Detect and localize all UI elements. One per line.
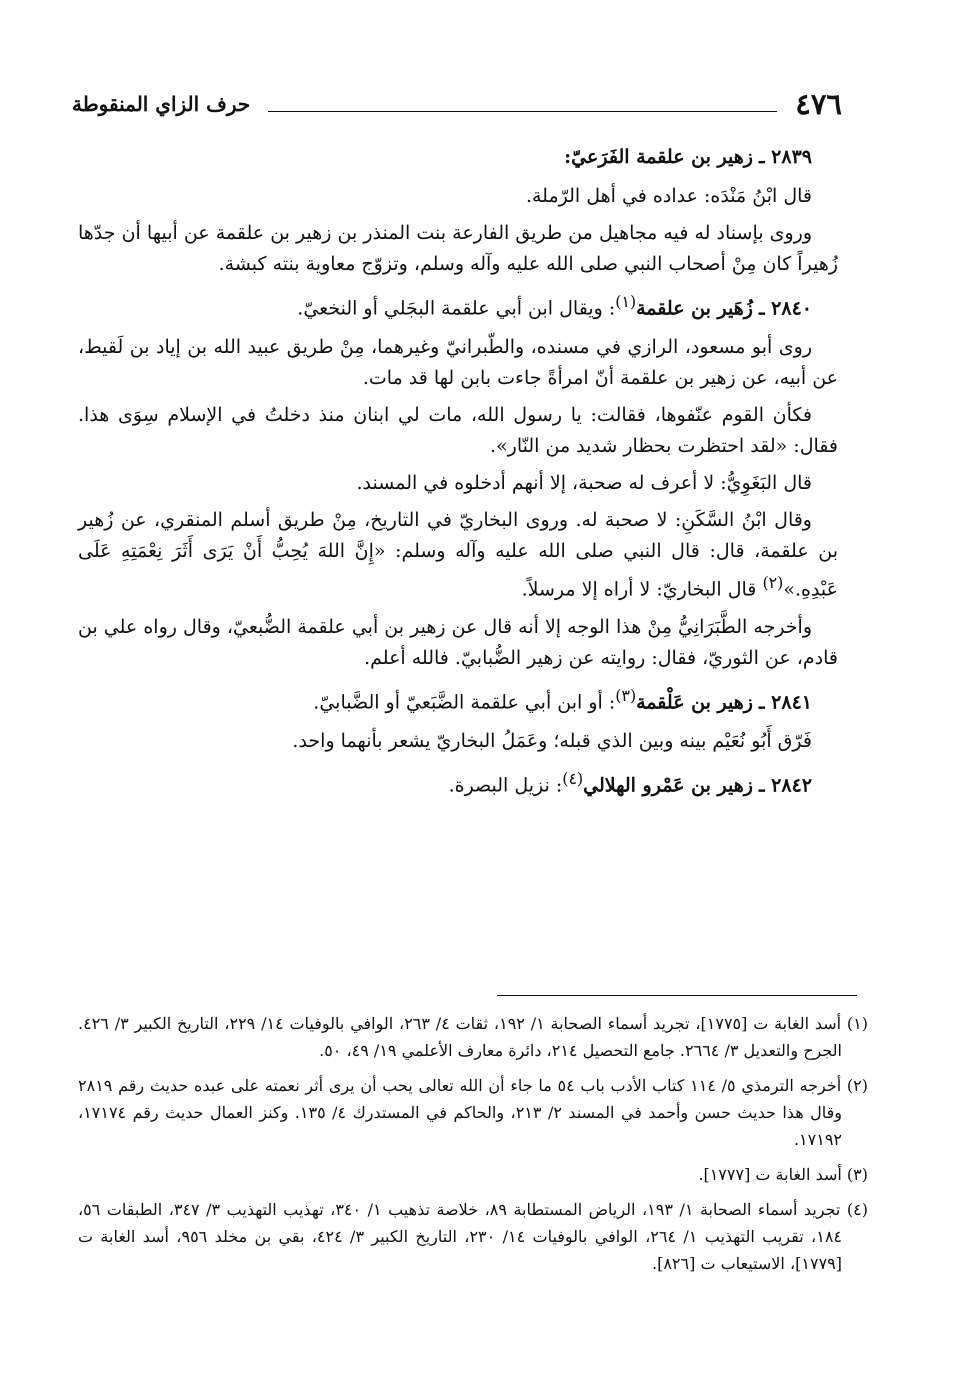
paragraph-text: .	[490, 435, 497, 458]
entry-name: زهير بن عَمْرو الهلالي	[583, 774, 753, 797]
entry-name: زُهَير بن علقمة	[636, 297, 753, 320]
footnote: (١) أسد الغابة ت [١٧٧٥]، تجريد أسماء الصحابة ١/ ١٩٢، ثقات ٤/ ٢٦٣، الوافي بالوفيات ١٤/ ٢٢٩، التاريخ الكبير ٣/ ٤٢٦. الجرح والتعديل ٣/ ٢٦٦٤. جامع التحصيل ٢١٤، دائرة معارف الأعلمي ١٩/ ٤٩، ٥٠.	[78, 1014, 869, 1060]
entry-name: زهير بن عَلْقمة	[636, 690, 753, 713]
footnote: (٢) أخرجه الترمذي ٥/ ١١٤ كتاب الأدب باب ٥٤ ما جاء أن الله تعالى يحب أن يرى أثر نعمته على عبده حديث رقم ٢٨١٩ وقال هذا حديث حسن وأحمد في المسند ٢/ ٢١٣، والحاكم في المستدرك ٤/ ١٣٥. وكنز العمال حديث رقم ١٧١٧٤، ١٧١٩٢.	[78, 1076, 869, 1149]
entry-description: : أو ابن أبي علقمة الضَّبَعيّ أو الضَّبابيّ.	[313, 690, 616, 713]
entry-number: ٢٨٤٠ ـ	[758, 297, 812, 320]
running-title: حرف الزاي المنقوطة	[72, 92, 251, 116]
footnote-rule	[497, 995, 857, 996]
paragraph-text: وقال ابْنُ السَّكَنِ: لا صحبة له. وروى البخاريّ في التاريخ، مِنْ طريق أسلم المنقري، عن زُهير بن علقمة، قال: قال النبي صلى الله عليه وآله وسلم:	[78, 509, 838, 563]
paragraph: قال ابْنُ مَنْدَه: عداده في أهل الرّملة.	[525, 185, 812, 207]
footnote-ref[interactable]: (٢)	[762, 573, 784, 593]
entry-2842	[78, 763, 838, 801]
footnote: (٣) أسد الغابة ت [١٧٧٧].	[698, 1165, 868, 1184]
footnote-ref[interactable]: (١)	[615, 292, 637, 311]
entry-2840	[78, 286, 838, 324]
page-header	[72, 82, 842, 126]
paragraph: روى أبو مسعود، الرازي في مسنده، والطّبرانيّ وغيرهما، مِنْ طريق عبيد الله بن إياد بن لَقيط، عن أبيه، عن زهير بن علقمة أنّ امرأةً جاءت بابن لها قد مات.	[78, 336, 838, 390]
entry-name: زهير بن علقمة الفَرَعيّ:	[564, 146, 753, 168]
entry-description: : نزيل البصرة.	[448, 774, 563, 797]
paragraph	[78, 505, 838, 605]
paragraph-text: قال البخاريّ: لا أراه إلا مرسلاً.	[521, 578, 757, 601]
entry-number: ٢٨٣٩ ـ	[758, 146, 812, 168]
hadith-quote: «لقد احتظرت بحظار شديد من النّار»	[496, 435, 788, 458]
paragraph: فَرّق أَبُو نُعَيْم بينه وبين الذي قبله؛ وعَمَلُ البخاريّ يشعر بأنهما واحد.	[292, 729, 812, 752]
page-number: ٤٧٦	[795, 87, 842, 121]
paragraph: قال البَغَوِيُّ: لا أعرف له صحبة، إلا أنهم أدخلوه في المسند.	[356, 472, 812, 495]
entry-2839	[78, 142, 838, 173]
footnote-ref[interactable]: (٣)	[615, 685, 637, 705]
entry-number: ٢٨٤١ ـ	[758, 690, 812, 713]
footnote: (٤) تجريد أسماء الصحابة ١/ ١٩٣، الرياض المستطابة ٨٩، خلاصة تذهيب ١/ ٣٤٠، تهذيب التهذيب ٣/ ٣٤٧، الطبقات ٥٦، ١٨٤، تقريب التهذيب ١/ ٢٦٤، الوافي بالوفيات ١٤/ ٢٣٠، التاريخ الكبير ٣/ ٤٢٤، بقي بن مخلد ٩٥٦، أسد الغابة ت [١٧٧٩]، الاستيعاب ت [٨٢٦].	[78, 1200, 868, 1273]
paragraph: وروى بإسناد له فيه مجاهيل من طريق الفارعة بنت المنذر بن زهير بن علقمة عن أبيها أن جدّها زُهيراً كان مِنْ أصحاب النبي صلى الله عليه وآله وسلم، وتزوّج معاوية بنته كبشة.	[78, 222, 838, 275]
footnotes	[78, 1010, 868, 1285]
entry-description: : ويقال ابن أبي علقمة البجَلي أو النخعيّ.	[297, 297, 616, 320]
hadith-quote: «إِنَّ اللهَ يُحِبُّ أَنْ يَرَى أَثَرَ نِعْمَتِهِ عَلَى عَبْدِهِ.»	[78, 540, 838, 601]
entry-2841	[78, 680, 838, 718]
paragraph: وأخرجه الطَّبَرَانِيُّ مِنْ هذا الوجه إلا أنه قال عن زهير بن أبي علقمة الضُّبعيّ، وقال رواه علي بن قادم، عن الثوريّ، فقال: روايته عن زهير الضُّبابيّ. فالله أعلم.	[78, 615, 838, 669]
main-text	[78, 138, 838, 809]
paragraph-text: فكأن القوم عنّفوها، فقالت: يا رسول الله، مات لي ابنان منذ دخلتُ في الإسلام سِوَى هذا. فقال:	[78, 404, 838, 458]
paragraph	[78, 400, 838, 462]
footnote-ref[interactable]: (٤)	[562, 768, 584, 788]
header-rule	[268, 111, 777, 112]
entry-number: ٢٨٤٢ ـ	[758, 774, 812, 797]
